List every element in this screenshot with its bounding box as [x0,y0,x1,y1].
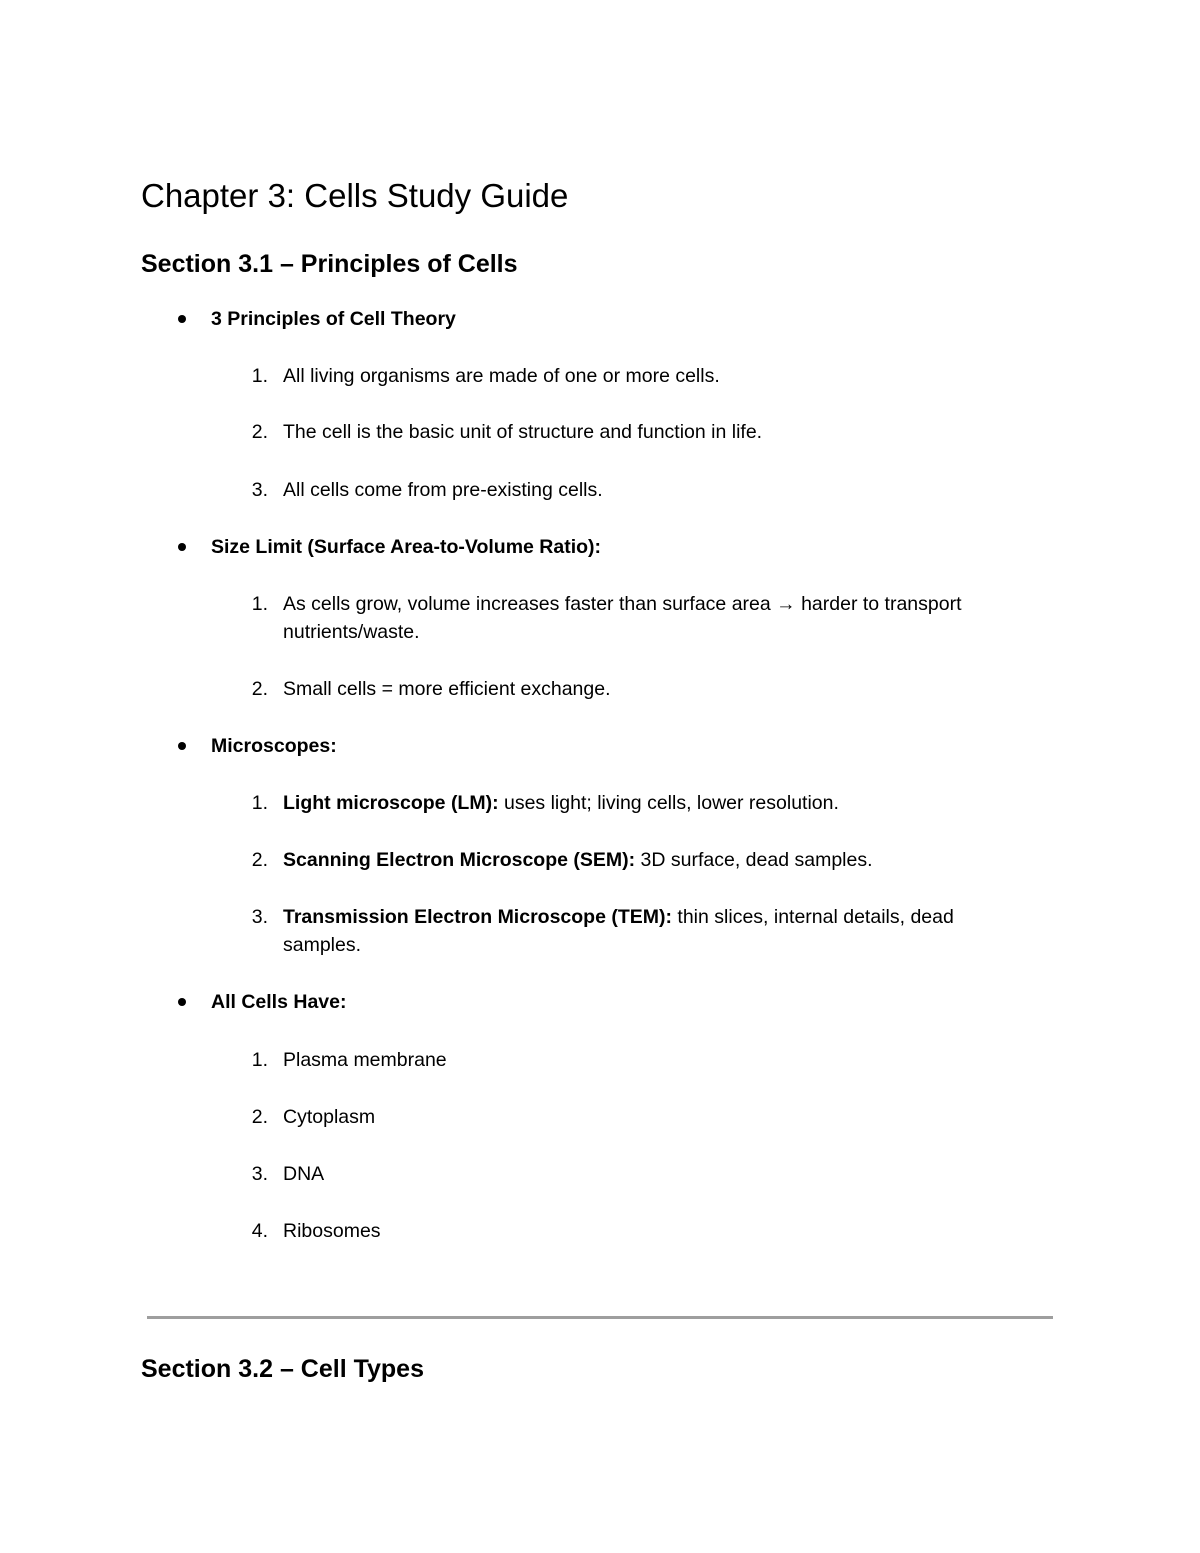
list-number: 2. [251,1106,268,1128]
section-heading-3-2: Section 3.2 – Cell Types [141,1355,424,1383]
list-number: 2. [251,849,268,871]
bullet-dot [178,998,186,1006]
bullet-dot [178,315,186,323]
term-tem: Transmission Electron Microscope (TEM): [283,906,672,928]
section-heading-3-1: Section 3.1 – Principles of Cells [141,250,518,278]
list-item: Cytoplasm [283,1106,376,1128]
list-number: 1. [251,1049,268,1071]
list-item: The cell is the basic unit of structure and function in life. [283,421,763,443]
term-lm: Light microscope (LM): [283,792,499,814]
bullet-size-limit: Size Limit (Surface Area-to-Volume Ratio): [211,536,602,558]
page-title: Chapter 3: Cells Study Guide [141,177,569,214]
list-number: 1. [251,365,268,387]
bullet-microscopes: Microscopes: [211,735,337,757]
list-number: 2. [251,421,268,443]
definition-lm: uses light; living cells, lower resolution. [498,792,839,814]
list-item-continuation: nutrients/waste. [283,621,420,643]
list-item: Plasma membrane [283,1049,447,1071]
list-item-continuation: samples. [283,934,362,956]
bullet-dot [178,543,186,551]
definition-tem: thin slices, internal details, dead [672,906,954,928]
list-item: DNA [283,1163,325,1185]
list-number: 3. [251,1163,268,1185]
bullet-dot [178,742,186,750]
list-item: Ribosomes [283,1220,381,1242]
list-item: All living organisms are made of one or more cells. [283,365,720,387]
list-item [283,789,839,817]
definition-sem: 3D surface, dead samples. [635,849,873,871]
list-number: 1. [251,593,268,615]
list-number: 3. [251,479,268,501]
horizontal-divider [147,1316,1053,1319]
list-item: Small cells = more efficient exchange. [283,678,611,700]
list-number: 1. [251,792,268,814]
list-item [283,846,873,874]
bullet-all-cells-have: All Cells Have: [211,991,347,1013]
term-sem: Scanning Electron Microscope (SEM): [283,849,636,871]
list-item: All cells come from pre-existing cells. [283,479,603,501]
list-number: 4. [251,1220,268,1242]
bullet-cell-theory: 3 Principles of Cell Theory [211,308,456,330]
list-item [283,903,954,931]
list-number: 3. [251,906,268,928]
list-number: 2. [251,678,268,700]
list-item: As cells grow, volume increases faster than surface area → harder to transport [283,593,962,615]
